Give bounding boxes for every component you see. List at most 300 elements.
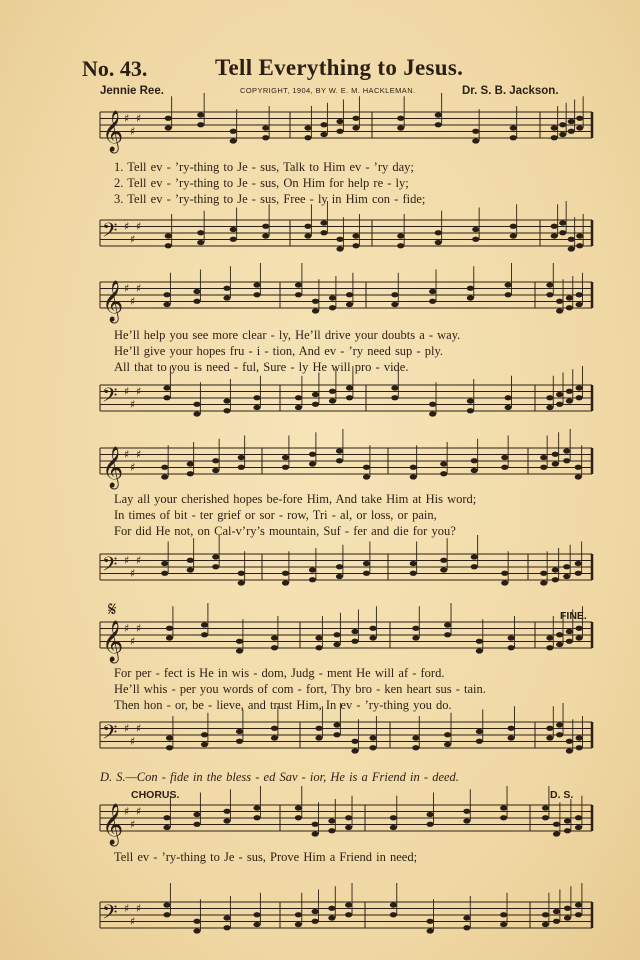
note-head (566, 629, 573, 634)
note-head (295, 405, 302, 410)
note-head (412, 635, 419, 640)
sharp-icon: ♯ (136, 901, 142, 915)
note-head (230, 237, 237, 242)
note-head (510, 224, 517, 229)
note-head (553, 919, 560, 924)
note-head (369, 635, 376, 640)
note-head (427, 822, 434, 827)
note-head (472, 138, 479, 143)
note-head (346, 395, 353, 400)
note-head (253, 912, 260, 917)
note-head (230, 138, 237, 143)
note-head (352, 125, 359, 130)
note-head (163, 395, 170, 400)
note-head (566, 398, 573, 403)
lyric-line: In times of bit - ter grief or sor - row, Tri - al, or loss, or pain, (114, 508, 437, 522)
note-head (556, 299, 563, 304)
note-head (295, 815, 302, 820)
note-head (197, 240, 204, 245)
note-head (345, 825, 352, 830)
sharp-icon: ♯ (124, 901, 130, 915)
sharp-icon: ♯ (136, 804, 142, 818)
note-head (500, 805, 507, 810)
note-head (471, 554, 478, 559)
note-head (236, 729, 243, 734)
lyric-line: For did He not, on Cal-v’ry’s mountain, Suf - fer and die for you? (114, 524, 456, 538)
note-head (223, 408, 230, 413)
note-head (546, 735, 553, 740)
note-head (163, 902, 170, 907)
note-head (556, 402, 563, 407)
note-head (463, 818, 470, 823)
note-head (575, 571, 582, 576)
note-head (505, 292, 512, 297)
hymn-number: No. 43. (82, 56, 148, 81)
note-head (223, 286, 230, 291)
note-head (505, 395, 512, 400)
note-head (295, 922, 302, 927)
note-head (471, 468, 478, 473)
note-head (329, 398, 336, 403)
note-head (566, 739, 573, 744)
lyric-line: 3. Tell ev - ’ry-thing to Je - sus, Free - ly in Him con - fide; (114, 192, 426, 206)
note-head (333, 632, 340, 637)
note-head (576, 745, 583, 750)
note-head (336, 246, 343, 251)
note-head (500, 912, 507, 917)
note-head (223, 925, 230, 930)
bass-clef-icon: 𝄢 (102, 383, 118, 412)
note-head (320, 230, 327, 235)
note-head (542, 815, 549, 820)
note-head (510, 135, 517, 140)
note-head (440, 567, 447, 572)
note-head (336, 564, 343, 569)
note-head (304, 135, 311, 140)
note-head (546, 282, 553, 287)
note-head (467, 408, 474, 413)
note-head (564, 828, 571, 833)
note-head (553, 822, 560, 827)
note-head (363, 474, 370, 479)
note-head (391, 385, 398, 390)
note-head (315, 645, 322, 650)
note-head (472, 227, 479, 232)
note-head (351, 629, 358, 634)
note-head (312, 822, 319, 827)
sharp-icon: ♯ (124, 804, 130, 818)
note-head (315, 735, 322, 740)
note-head (575, 561, 582, 566)
lyric-line: 1. Tell ev - ’ry-thing to Je - sus, Talk to Him ev - ’ry day; (114, 160, 414, 174)
note-head (295, 282, 302, 287)
note-head (352, 233, 359, 238)
note-head (508, 645, 515, 650)
note-head (328, 906, 335, 911)
note-head (476, 639, 483, 644)
note-head (435, 230, 442, 235)
note-head (576, 302, 583, 307)
note-head (566, 748, 573, 753)
note-head (556, 392, 563, 397)
note-head (564, 915, 571, 920)
note-head (193, 299, 200, 304)
sharp-icon: ♯ (136, 621, 142, 635)
note-head (505, 405, 512, 410)
note-head (444, 622, 451, 627)
treble-clef-icon: 𝄞 (102, 281, 124, 322)
note-head (352, 243, 359, 248)
note-head (329, 305, 336, 310)
note-head (163, 825, 170, 830)
note-head (546, 292, 553, 297)
note-head (463, 809, 470, 814)
lyric-line: He’ll give your hopes fru - i - tion, And ev - ’ry need sup - ply. (114, 344, 444, 358)
sharp-icon: ♯ (136, 447, 142, 461)
note-head (320, 122, 327, 127)
note-head (238, 465, 245, 470)
treble-clef-icon: 𝄞 (102, 621, 124, 662)
note-head (197, 122, 204, 127)
note-head (309, 452, 316, 457)
note-head (501, 455, 508, 460)
note-head (564, 818, 571, 823)
note-head (540, 455, 547, 460)
note-head (346, 292, 353, 297)
note-head (552, 577, 559, 582)
note-head (187, 461, 194, 466)
note-head (476, 648, 483, 653)
note-head (556, 732, 563, 737)
note-head (329, 295, 336, 300)
note-head (212, 458, 219, 463)
lyric-line: All that to you is need - ful, Sure - ly He will pro - vide. (114, 360, 409, 374)
note-head (542, 912, 549, 917)
note-head (397, 125, 404, 130)
note-head (391, 302, 398, 307)
note-head (336, 119, 343, 124)
note-head (369, 745, 376, 750)
note-head (429, 299, 436, 304)
note-head (556, 632, 563, 637)
note-head (351, 748, 358, 753)
note-head (508, 735, 515, 740)
sharp-icon: ♯ (124, 281, 130, 295)
note-head (253, 282, 260, 287)
note-head (551, 125, 558, 130)
note-head (345, 912, 352, 917)
note-head (575, 912, 582, 917)
note-head (352, 116, 359, 121)
note-head (295, 912, 302, 917)
note-head (166, 626, 173, 631)
note-head (312, 909, 319, 914)
note-head (397, 233, 404, 238)
note-head (576, 385, 583, 390)
note-head (575, 902, 582, 907)
sharp-icon: ♯ (130, 460, 136, 474)
note-head (309, 567, 316, 572)
sharp-icon: ♯ (130, 294, 136, 308)
note-head (315, 726, 322, 731)
note-head (575, 825, 582, 830)
fine-marking: FINE. (560, 610, 587, 622)
note-head (197, 112, 204, 117)
note-head (576, 116, 583, 121)
note-head (435, 240, 442, 245)
sharp-icon: ♯ (130, 817, 136, 831)
note-head (501, 580, 508, 585)
composer-credit: Dr. S. B. Jackson. (462, 85, 559, 97)
note-head (568, 129, 575, 134)
note-head (336, 458, 343, 463)
note-head (410, 571, 417, 576)
note-head (568, 237, 575, 242)
note-head (369, 626, 376, 631)
note-head (568, 246, 575, 251)
note-head (576, 125, 583, 130)
ds-marking: D. S. (550, 789, 574, 801)
note-head (551, 224, 558, 229)
note-head (163, 385, 170, 390)
sharp-icon: ♯ (130, 734, 136, 748)
note-head (193, 289, 200, 294)
note-head (187, 567, 194, 572)
note-head (563, 574, 570, 579)
copyright-notice: COPYRIGHT, 1904, BY W. E. M. HACKLEMAN. (240, 86, 416, 95)
note-head (336, 448, 343, 453)
note-head (576, 626, 583, 631)
note-head (236, 739, 243, 744)
note-head (390, 825, 397, 830)
note-head (467, 295, 474, 300)
note-head (312, 919, 319, 924)
note-head (165, 233, 172, 238)
sharp-icon: ♯ (124, 219, 130, 233)
note-head (201, 622, 208, 627)
note-head (429, 402, 436, 407)
note-head (212, 564, 219, 569)
note-head (346, 385, 353, 390)
note-head (397, 116, 404, 121)
note-head (253, 405, 260, 410)
note-head (223, 809, 230, 814)
note-head (566, 305, 573, 310)
note-head (552, 461, 559, 466)
lyric-line: 2. Tell ev - ’ry-thing to Je - sus, On Him for help re - ly; (114, 176, 409, 190)
hymn-title: Tell Everything to Jesus. (215, 55, 464, 80)
note-head (563, 458, 570, 463)
poet-credit: Jennie Ree. (100, 85, 164, 97)
note-head (201, 632, 208, 637)
note-head (551, 233, 558, 238)
note-head (328, 818, 335, 823)
note-head (230, 227, 237, 232)
sharp-icon: ♯ (130, 232, 136, 246)
note-head (427, 812, 434, 817)
note-head (271, 726, 278, 731)
note-head (253, 805, 260, 810)
note-head (329, 389, 336, 394)
note-head (363, 561, 370, 566)
note-head (576, 395, 583, 400)
note-head (320, 132, 327, 137)
note-head (576, 233, 583, 238)
note-head (546, 395, 553, 400)
note-head (559, 122, 566, 127)
note-head (576, 292, 583, 297)
note-head (333, 722, 340, 727)
note-head (546, 405, 553, 410)
sharp-icon: ♯ (124, 721, 130, 735)
note-head (312, 392, 319, 397)
note-head (397, 243, 404, 248)
note-head (166, 735, 173, 740)
lyric-line: He’ll help you see more clear - ly, He’ll drive your doubts a - way. (114, 328, 461, 342)
note-head (476, 729, 483, 734)
note-head (161, 571, 168, 576)
note-head (262, 224, 269, 229)
note-head (197, 230, 204, 235)
note-head (505, 282, 512, 287)
note-head (312, 308, 319, 313)
note-head (467, 398, 474, 403)
segno-icon: 𝄋 (108, 597, 117, 621)
sharp-icon: ♯ (130, 397, 136, 411)
note-head (161, 474, 168, 479)
note-head (304, 125, 311, 130)
note-head (236, 648, 243, 653)
note-head (161, 561, 168, 566)
note-head (390, 912, 397, 917)
note-head (472, 237, 479, 242)
note-head (501, 465, 508, 470)
note-head (345, 902, 352, 907)
note-head (193, 928, 200, 933)
note-head (346, 302, 353, 307)
sharp-icon: ♯ (136, 553, 142, 567)
note-head (575, 465, 582, 470)
note-head (312, 402, 319, 407)
note-head (165, 116, 172, 121)
sharp-icon: ♯ (130, 124, 136, 138)
note-head (563, 448, 570, 453)
sharp-icon: ♯ (124, 111, 130, 125)
note-head (212, 468, 219, 473)
note-head (471, 564, 478, 569)
note-head (467, 286, 474, 291)
note-head (463, 925, 470, 930)
note-head (320, 220, 327, 225)
note-head (559, 230, 566, 235)
note-head (559, 220, 566, 225)
note-head (564, 906, 571, 911)
note-head (165, 125, 172, 130)
note-head (568, 119, 575, 124)
sharp-icon: ♯ (130, 634, 136, 648)
note-head (553, 831, 560, 836)
sharp-icon: ♯ (136, 721, 142, 735)
sharp-icon: ♯ (130, 914, 136, 928)
note-head (510, 233, 517, 238)
lyric-line: Tell ev - ’ry-thing to Je - sus, Prove Him a Friend in need; (114, 850, 418, 864)
sharp-icon: ♯ (136, 219, 142, 233)
note-head (271, 645, 278, 650)
note-head (238, 580, 245, 585)
note-head (476, 739, 483, 744)
note-head (309, 461, 316, 466)
note-head (253, 292, 260, 297)
note-head (238, 571, 245, 576)
note-head (540, 465, 547, 470)
note-head (236, 639, 243, 644)
note-head (351, 639, 358, 644)
note-head (427, 919, 434, 924)
lyric-line: For per - fect is He in wis - dom, Judg - ment He will af - ford. (114, 666, 445, 680)
note-head (412, 626, 419, 631)
note-head (440, 461, 447, 466)
note-head (410, 474, 417, 479)
note-head (551, 135, 558, 140)
note-head (271, 635, 278, 640)
note-head (575, 815, 582, 820)
note-head (193, 812, 200, 817)
note-head (542, 922, 549, 927)
note-head (295, 805, 302, 810)
note-head (304, 224, 311, 229)
note-head (559, 132, 566, 137)
note-head (304, 233, 311, 238)
note-head (223, 818, 230, 823)
sharp-icon: ♯ (124, 621, 130, 635)
note-head (282, 571, 289, 576)
note-head (576, 635, 583, 640)
note-head (187, 558, 194, 563)
note-head (309, 577, 316, 582)
note-head (553, 909, 560, 914)
note-head (510, 125, 517, 130)
note-head (312, 831, 319, 836)
note-head (546, 635, 553, 640)
bass-clef-icon: 𝄢 (102, 552, 118, 581)
note-head (336, 237, 343, 242)
lyric-line: Lay all your cherished hopes be-fore Him, And take Him at His word; (114, 492, 477, 506)
note-head (556, 308, 563, 313)
bass-clef-icon: 𝄢 (102, 218, 118, 247)
note-head (471, 458, 478, 463)
lyric-line: Then hon - or, be - lieve, and trust Him, In ev - ’ry-thing you do. (114, 698, 452, 712)
note-head (166, 635, 173, 640)
note-head (444, 732, 451, 737)
note-head (463, 915, 470, 920)
note-head (161, 465, 168, 470)
note-head (576, 735, 583, 740)
note-head (223, 295, 230, 300)
note-head (163, 912, 170, 917)
note-head (508, 726, 515, 731)
note-head (282, 580, 289, 585)
note-head (328, 828, 335, 833)
sharp-icon: ♯ (124, 384, 130, 398)
note-head (391, 395, 398, 400)
chorus-marking: CHORUS. (131, 789, 180, 801)
note-head (444, 742, 451, 747)
note-head (435, 112, 442, 117)
note-head (223, 915, 230, 920)
note-head (312, 299, 319, 304)
note-head (345, 815, 352, 820)
note-head (253, 922, 260, 927)
